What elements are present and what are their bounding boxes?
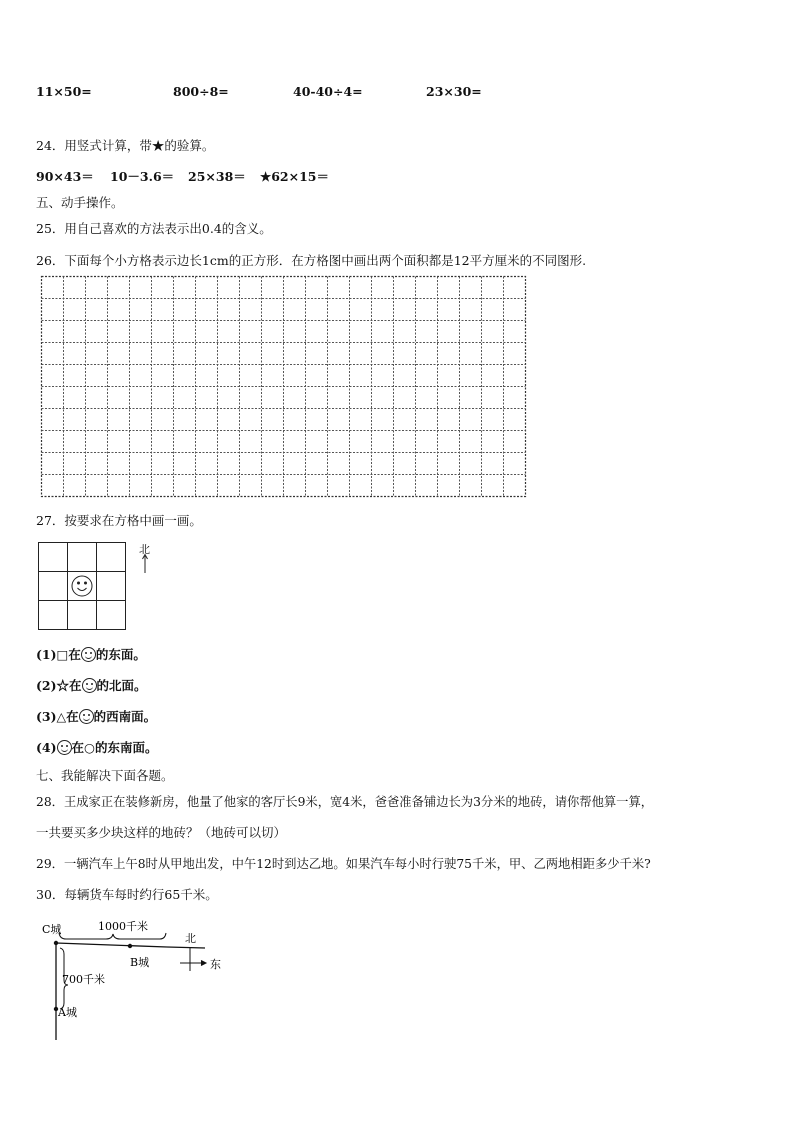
- city-map: [40, 915, 240, 1045]
- q29-prompt: 29．一辆汽车上午8时从甲地出发，中午12时到达乙地。如果汽车每小时行驶75千米，甲、乙两地相距多少千米?: [36, 857, 651, 871]
- q28-line-1: 28．王成家正在装修新房，他量了他家的客厅长9米，宽4米，爸爸准备铺边长为3分米的地砖，请你帮他算一算，: [36, 795, 654, 809]
- oral-calc-3: 40-40÷4=: [293, 84, 363, 99]
- q24-item-2: 10－3.6＝: [110, 169, 175, 184]
- smiley-face-icon: [57, 740, 72, 755]
- q25-prompt: 25．用自己喜欢的方法表示出0.4的含义。: [36, 221, 272, 236]
- direction-grid[interactable]: [38, 542, 128, 632]
- q27-sub-1: (1)□在 的东面。: [36, 647, 146, 662]
- smiley-face-icon: [72, 576, 92, 596]
- q27-sub-3: (3)△在 的西南面。: [36, 709, 157, 724]
- north-label: 北: [139, 543, 150, 556]
- square-grid[interactable]: [41, 276, 527, 498]
- map-east-label: 东: [210, 958, 221, 971]
- q27-sub-2: (2)☆在 的北面。: [36, 678, 147, 693]
- q30-prompt: 30．每辆货车每时约行65千米。: [36, 887, 218, 902]
- smiley-face-icon: [81, 647, 96, 662]
- c-city-label: C城: [42, 923, 62, 936]
- q24-item-3: 25×38＝: [188, 169, 246, 184]
- section-5-title: 五、动手操作。: [36, 195, 124, 210]
- smiley-face-icon: [82, 678, 97, 693]
- q27-prompt: 27．按要求在方格中画一画。: [36, 513, 202, 528]
- q28-line-2: 一共要买多少块这样的地砖？（地砖可以切）: [36, 825, 287, 840]
- q24-prompt: 24．用竖式计算，带★的验算。: [36, 138, 215, 153]
- north-arrow-icon: [141, 554, 149, 574]
- q26-prompt: 26．下面每个小方格表示边长1cm的正方形．在方格图中画出两个面积都是12平方厘米的不同图形.: [36, 253, 587, 268]
- smiley-face-icon: [79, 709, 94, 724]
- oral-calc-4: 23×30=: [426, 84, 482, 99]
- distance-cb-label: 1000千米: [98, 920, 148, 933]
- a-city-label: A城: [58, 1006, 77, 1019]
- q24-item-4: ★62×15＝: [260, 169, 329, 184]
- oral-calc-1: 11×50=: [36, 84, 92, 99]
- distance-ca-label: 700千米: [62, 973, 105, 986]
- map-north-label: 北: [185, 932, 196, 945]
- q24-item-1: 90×43＝: [36, 169, 94, 184]
- b-city-label: B城: [130, 956, 150, 969]
- oral-calc-2: 800÷8=: [173, 84, 229, 99]
- q27-sub-4: (4) 在○的东南面。: [36, 740, 158, 755]
- section-7-title: 七、我能解决下面各题。: [36, 768, 174, 783]
